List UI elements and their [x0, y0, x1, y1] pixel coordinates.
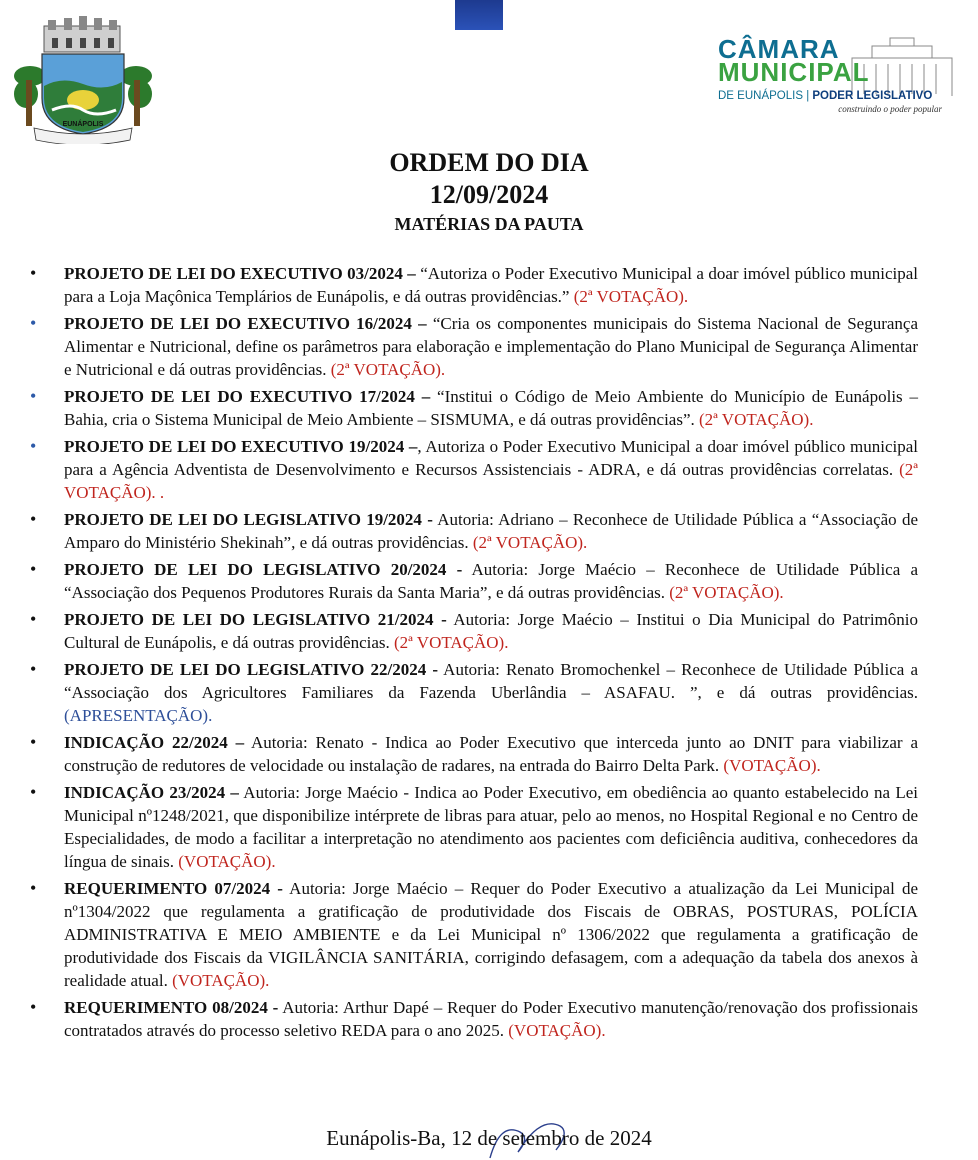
bullet-icon: • [30, 313, 37, 333]
camara-title-line2: MUNICIPAL [718, 57, 870, 87]
agenda-item [0, 558, 978, 604]
bullet-icon: • [30, 732, 37, 752]
document-title: ORDEM DO DIA [389, 148, 589, 177]
agenda-item [0, 996, 978, 1042]
camara-municipal-logo [712, 36, 962, 116]
bullet-icon: • [30, 436, 37, 456]
bullet-icon: • [30, 659, 37, 679]
item-status: (2ª VOTAÇÃO). . [64, 460, 918, 502]
item-status: (APRESENTAÇÃO). [64, 706, 213, 725]
document-subtitle: MATÉRIAS DA PAUTA [394, 214, 584, 234]
crest-label: EUNÁPOLIS [62, 121, 104, 128]
item-tag: INDICAÇÃO 22/2024 – [64, 733, 245, 752]
camara-title-line3 [718, 90, 932, 102]
agenda-item [0, 508, 978, 554]
agenda-item [0, 877, 978, 992]
bullet-icon: • [30, 559, 37, 579]
bullet-icon: • [30, 263, 37, 283]
agenda-item [0, 262, 978, 308]
item-tag: PROJETO DE LEI DO EXECUTIVO 19/2024 – [64, 437, 418, 456]
agenda-item [0, 658, 978, 727]
item-text: , Autoriza o Poder Executivo Municipal a doar imóvel público municipal para a Agência Adventista de Desenvolvimento e Recursos Assistenciais - ADRA, e dá outras providências correlatas. [64, 437, 919, 479]
agenda-item [0, 435, 978, 504]
document-date: 12/09/2024 [429, 180, 549, 209]
bullet-icon: • [30, 878, 37, 898]
item-text: Autoria: Renato Bromochenkel – Reconhece de Utilidade Pública a “Associação dos Agricultores Familiares da Fazenda Uberlândia – ASAFAU. ”, e dá outras providências. [64, 660, 918, 702]
item-status: (VOTAÇÃO). [172, 971, 270, 990]
agenda-item [0, 731, 978, 777]
item-text: “Autoriza o Poder Executivo Municipal a doar imóvel público municipal para a Loja Maçônica Templários de Eunápolis, e dá outras providências.” [64, 264, 919, 306]
camara-city: DE EUNÁPOLIS | [718, 90, 810, 102]
item-tag: REQUERIMENTO 07/2024 - [64, 879, 283, 898]
item-status: (VOTAÇÃO). [723, 756, 821, 775]
place-and-date: Eunápolis-Ba, 12 de setembro de 2024 [326, 1126, 652, 1150]
item-tag: PROJETO DE LEI DO LEGISLATIVO 20/2024 - [64, 560, 463, 579]
item-status: (2ª VOTAÇÃO). [394, 633, 509, 652]
bullet-icon: • [30, 386, 37, 406]
bullet-icon: • [30, 609, 37, 629]
item-tag: PROJETO DE LEI DO LEGISLATIVO 21/2024 - [64, 610, 447, 629]
item-text: Autoria: Jorge Maécio - Indica ao Poder Executivo, em obediência ao quanto estabelecido na Lei Municipal nº1248/2021, que disponibilize intérprete de libras para atuar, pelo ao menos, no Hospital Regional e no Centro de Especialidades, de modo a facilitar a interpretação no atendimento aos pacientes com deficiência auditiva, conhecedores da língua de sinais. [64, 783, 919, 871]
item-tag: PROJETO DE LEI DO EXECUTIVO 03/2024 – [64, 264, 416, 283]
agenda-item [0, 781, 978, 873]
item-status: (2ª VOTAÇÃO). [669, 583, 784, 602]
item-text: Autoria: Jorge Maécio – Reconhece de Utilidade Pública a “Associação dos Pequenos Produtores Rurais da Santa Maria”, e dá outras providências. [64, 560, 918, 602]
item-text: “Institui o Código de Meio Ambiente do Município de Eunápolis – Bahia, cria o Sistema Municipal de Meio Ambiente – SISMUMA, e dá outras providências”. [64, 387, 918, 429]
camara-branch: PODER LEGISLATIVO [812, 90, 933, 102]
item-tag: PROJETO DE LEI DO LEGISLATIVO 19/2024 - [64, 510, 433, 529]
bullet-icon: • [30, 782, 37, 802]
agenda-item [0, 312, 978, 381]
camara-tagline: construindo o poder popular [838, 104, 942, 114]
municipal-crest-logo [12, 16, 154, 144]
item-text: “Cria os componentes municipais do Sistema Nacional de Segurança Alimentar e Nutricional, define os parâmetros para elaboração e implementação do Plano Municipal de Segurança Alimentar e Nutricional e dá outras providências. [64, 314, 919, 379]
item-status: (VOTAÇÃO). [178, 852, 276, 871]
item-status: (2ª VOTAÇÃO). [699, 410, 814, 429]
item-text: Autoria: Renato - Indica ao Poder Executivo que interceda junto ao DNIT para viabilizar a construção de redutores de velocidade ou instalação de radares, na entrada do Bairro Delta Park. [64, 733, 918, 775]
item-status: (2ª VOTAÇÃO). [472, 533, 588, 552]
bullet-icon: • [30, 509, 37, 529]
agenda-list [0, 262, 978, 1046]
agenda-item [0, 608, 978, 654]
item-text: Autoria: Arthur Dapé – Requer do Poder Executivo manutenção/renovação dos profissionais contratados através do processo seletivo REDA para o ano 2025. [64, 998, 918, 1040]
camara-title-line1: CÂMARA [718, 34, 840, 64]
item-tag: REQUERIMENTO 08/2024 - [64, 998, 279, 1017]
item-status: (2ª VOTAÇÃO). [573, 287, 689, 306]
item-tag: PROJETO DE LEI DO EXECUTIVO 17/2024 – [64, 387, 431, 406]
item-tag: PROJETO DE LEI DO LEGISLATIVO 22/2024 - [64, 660, 438, 679]
item-tag: INDICAÇÃO 23/2024 – [64, 783, 239, 802]
item-status: (VOTAÇÃO). [508, 1021, 606, 1040]
item-status: (2ª VOTAÇÃO). [330, 360, 446, 379]
item-text: Autoria: Jorge Maécio – Requer do Poder Executivo a atualização da Lei Municipal de nº1304/2022 que regulamenta a gratificação de produtividade dos Fiscais de OBRAS, POSTURAS, POLÍCIA ADMINISTRATIVA E MEIO AMBIENTE e da Lei Municipal nº 1306/2022 que regulamenta a gratificação de produtividade dos Fiscais da VIGILÂNCIA SANITÁRIA, corrigindo defasagem, com a adequação da tabela dos anexos à realidade atual. [64, 879, 918, 990]
item-text: Autoria: Jorge Maécio – Institui o Dia Municipal do Patrimônio Cultural de Eunápolis, e dá outras providências. [64, 610, 918, 652]
bullet-icon: • [30, 997, 37, 1017]
top-blue-tab [455, 0, 503, 30]
item-text: Autoria: Adriano – Reconhece de Utilidade Pública a “Associação de Amparo do Ministério Shekinah”, e dá outras providências. [64, 510, 918, 552]
agenda-item [0, 385, 978, 431]
item-tag: PROJETO DE LEI DO EXECUTIVO 16/2024 – [64, 314, 427, 333]
